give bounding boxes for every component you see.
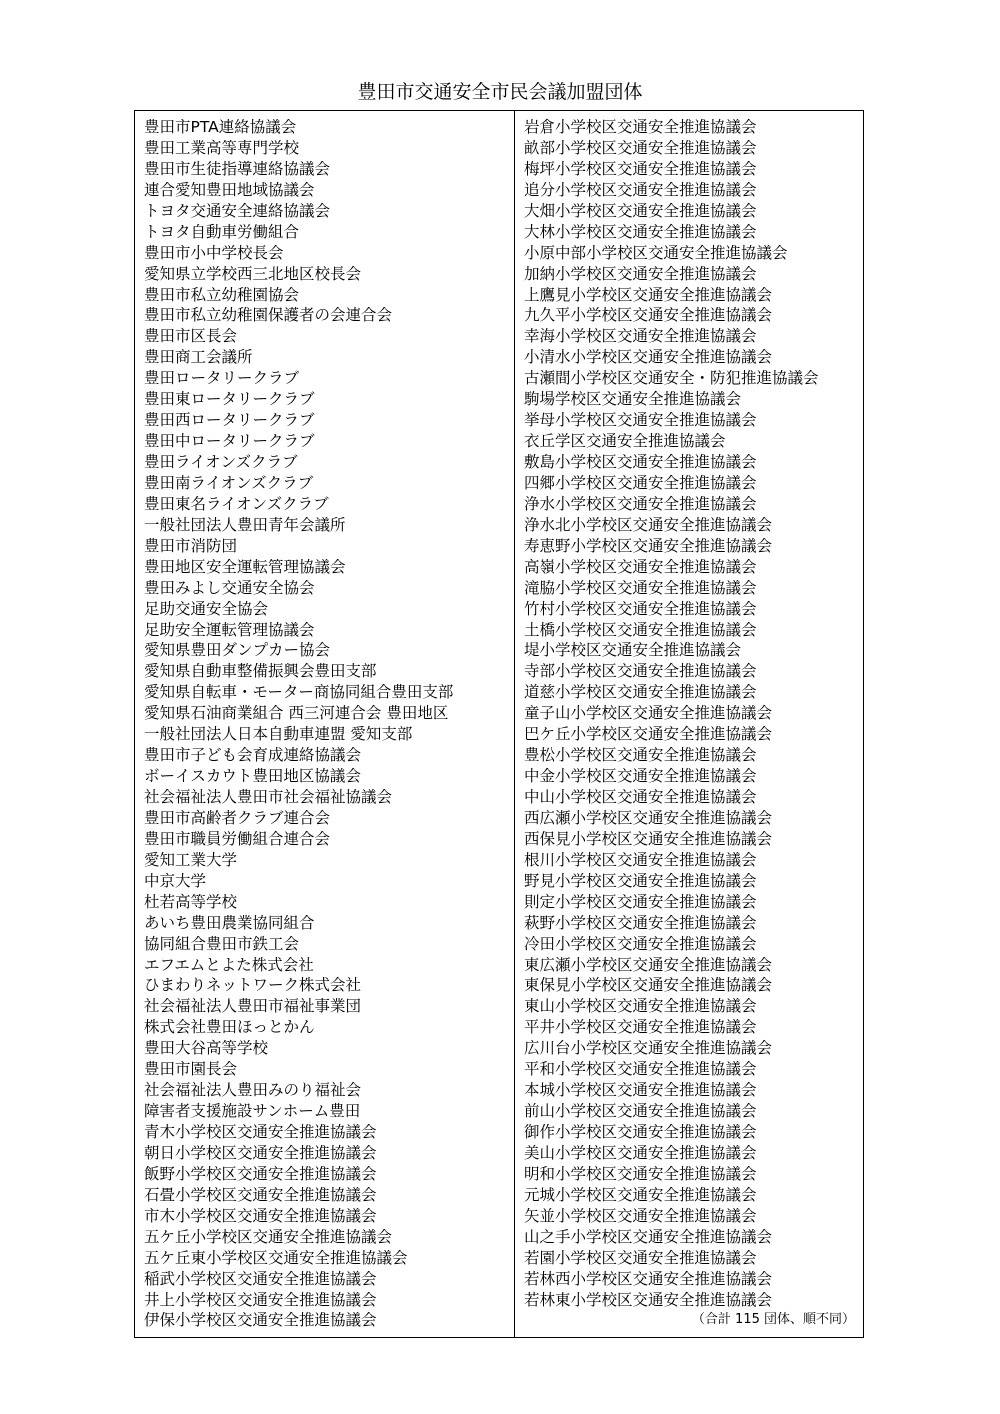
member-organization-item: 滝脇小学校区交通安全推進協議会 bbox=[524, 578, 757, 597]
member-organization-item: 則定小学校区交通安全推進協議会 bbox=[524, 892, 757, 911]
member-organization-item: 野見小学校区交通安全推進協議会 bbox=[524, 871, 757, 890]
member-organization-item: 一般社団法人豊田青年会議所 bbox=[144, 515, 346, 534]
member-table bbox=[134, 110, 864, 1338]
member-organization-item: 道慈小学校区交通安全推進協議会 bbox=[524, 683, 757, 702]
member-organization-item: 飯野小学校区交通安全推進協議会 bbox=[144, 1164, 377, 1183]
member-organization-item: 御作小学校区交通安全推進協議会 bbox=[524, 1123, 757, 1141]
member-organization-item: 平井小学校区交通安全推進協議会 bbox=[524, 1018, 757, 1037]
member-organization-item: 豊田市PTA連絡協議会 bbox=[144, 118, 297, 136]
member-organization-item: 浄水小学校区交通安全推進協議会 bbox=[524, 494, 757, 513]
member-organization-item: 豊田ライオンズクラブ bbox=[144, 453, 298, 471]
member-organization-item: 寿恵野小学校区交通安全推進協議会 bbox=[524, 536, 773, 555]
member-organization-item: 前山小学校区交通安全推進協議会 bbox=[524, 1102, 757, 1121]
member-organization-item: 上鷹見小学校区交通安全推進協議会 bbox=[524, 285, 773, 304]
member-organization-item: 高嶺小学校区交通安全推進協議会 bbox=[524, 557, 757, 576]
member-organization-item: 若林東小学校区交通安全推進協議会 bbox=[524, 1290, 773, 1309]
member-organization-item: 若園小学校区交通安全推進協議会 bbox=[524, 1248, 757, 1267]
member-organization-item: 小原中部小学校区交通安全推進協議会 bbox=[524, 243, 788, 262]
left-column-list bbox=[144, 117, 509, 1331]
member-organization-item: 社会福祉法人豊田市福祉事業団 bbox=[144, 997, 362, 1016]
member-organization-item: 豊田市私立幼稚園協会 bbox=[144, 285, 300, 304]
member-organization-item: 株式会社豊田ほっとかん bbox=[144, 1018, 315, 1037]
member-organization-item: 豊田中ロータリークラブ bbox=[144, 432, 315, 451]
page-title: 豊田市交通安全市民会議加盟団体 bbox=[357, 81, 643, 103]
member-organization-item: 社会福祉法人豊田市社会福祉協議会 bbox=[144, 788, 393, 806]
member-organization-item: 一般社団法人日本自動車連盟 愛知支部 bbox=[144, 725, 413, 744]
member-organization-item: 伊保小学校区交通安全推進協議会 bbox=[144, 1311, 377, 1330]
member-organization-item: トヨタ交通安全連絡協議会 bbox=[144, 201, 331, 220]
member-organization-item: 愛知工業大学 bbox=[144, 850, 238, 869]
member-organization-item: 愛知県豊田ダンプカー協会 bbox=[144, 641, 331, 660]
member-organization-item: 平和小学校区交通安全推進協議会 bbox=[524, 1060, 757, 1079]
member-organization-item: 豊田市職員労働組合連合会 bbox=[144, 829, 331, 848]
member-organization-item: 本城小学校区交通安全推進協議会 bbox=[524, 1081, 757, 1100]
member-organization-item: 中京大学 bbox=[144, 871, 207, 890]
member-organization-item: 足助交通安全協会 bbox=[144, 599, 269, 618]
member-organization-item: 豊田市高齢者クラブ連合会 bbox=[144, 808, 331, 827]
member-organization-item: 豊田市私立幼稚園保護者の会連合会 bbox=[144, 306, 393, 325]
member-organization-item: 畝部小学校区交通安全推進協議会 bbox=[524, 138, 757, 157]
member-organization-item: あいち豊田農業協同組合 bbox=[144, 913, 315, 932]
member-organization-item: 広川台小学校区交通安全推進協議会 bbox=[524, 1039, 773, 1058]
member-organization-item: 矢並小学校区交通安全推進協議会 bbox=[524, 1206, 757, 1225]
total-count-note: （合計 115 団体、順不同） bbox=[691, 1312, 855, 1327]
member-organization-item: ボーイスカウト豊田地区協議会 bbox=[144, 767, 361, 786]
member-organization-item: 西広瀬小学校区交通安全推進協議会 bbox=[524, 808, 773, 827]
member-organization-item: 青木小学校区交通安全推進協議会 bbox=[144, 1123, 377, 1141]
member-organization-item: 東山小学校区交通安全推進協議会 bbox=[524, 997, 757, 1016]
member-organization-item: 九久平小学校区交通安全推進協議会 bbox=[524, 306, 773, 325]
member-organization-item: 西保見小学校区交通安全推進協議会 bbox=[524, 829, 773, 848]
member-organization-item: 豊田市園長会 bbox=[144, 1060, 238, 1079]
member-organization-item: 明和小学校区交通安全推進協議会 bbox=[524, 1164, 757, 1183]
member-organization-item: 巴ケ丘小学校区交通安全推進協議会 bbox=[524, 725, 773, 744]
member-organization-item: 根川小学校区交通安全推進協議会 bbox=[524, 850, 757, 869]
member-organization-item: 社会福祉法人豊田みのり福祉会 bbox=[144, 1081, 362, 1100]
member-organization-item: 豊田東名ライオンズクラブ bbox=[144, 494, 329, 513]
member-organization-item: 幸海小学校区交通安全推進協議会 bbox=[524, 327, 757, 346]
member-organization-item: 加納小学校区交通安全推進協議会 bbox=[524, 264, 757, 283]
member-organization-item: 豊田地区安全運転管理協議会 bbox=[144, 557, 346, 576]
member-organization-item: 土橋小学校区交通安全推進協議会 bbox=[524, 620, 757, 639]
member-organization-item: 萩野小学校区交通安全推進協議会 bbox=[524, 913, 757, 932]
member-organization-item: 寺部小学校区交通安全推進協議会 bbox=[524, 662, 757, 681]
member-organization-item: 東広瀬小学校区交通安全推進協議会 bbox=[524, 955, 773, 974]
member-organization-item: 市木小学校区交通安全推進協議会 bbox=[144, 1206, 377, 1225]
member-organization-item: 古瀬間小学校区交通安全・防犯推進協議会 bbox=[524, 369, 819, 388]
member-organization-item: 愛知県自転車・モーター商協同組合豊田支部 bbox=[144, 683, 454, 702]
member-organization-item: ひまわりネットワーク株式会社 bbox=[144, 976, 362, 995]
member-organization-item: 挙母小学校区交通安全推進協議会 bbox=[524, 411, 757, 430]
right-column-list bbox=[524, 117, 859, 1310]
member-organization-item: 足助安全運転管理協議会 bbox=[144, 620, 315, 639]
member-organization-item: 美山小学校区交通安全推進協議会 bbox=[524, 1143, 757, 1162]
member-organization-item: 豊田市消防団 bbox=[144, 536, 238, 555]
member-organization-item: 豊田市区長会 bbox=[144, 327, 238, 346]
member-organization-item: 連合愛知豊田地域協議会 bbox=[144, 180, 315, 199]
member-organization-item: 豊田東ロータリークラブ bbox=[144, 390, 315, 409]
member-organization-item: 豊田市子ども会育成連絡協議会 bbox=[144, 746, 362, 765]
member-organization-item: 若林西小学校区交通安全推進協議会 bbox=[524, 1269, 773, 1288]
member-organization-item: 愛知県立学校西三北地区校長会 bbox=[144, 264, 362, 283]
member-organization-item: 豊田南ライオンズクラブ bbox=[144, 473, 314, 492]
member-organization-item: 大畑小学校区交通安全推進協議会 bbox=[524, 201, 757, 220]
member-organization-item: 協同組合豊田市鉄工会 bbox=[144, 934, 300, 953]
member-organization-item: 豊田市生徒指導連絡協議会 bbox=[144, 159, 331, 178]
member-organization-item: 元城小学校区交通安全推進協議会 bbox=[524, 1185, 757, 1204]
member-organization-item: 豊田ロータリークラブ bbox=[144, 369, 300, 388]
member-organization-item: 梅坪小学校区交通安全推進協議会 bbox=[524, 159, 757, 178]
member-organization-item: 朝日小学校区交通安全推進協議会 bbox=[144, 1143, 377, 1162]
member-organization-item: 童子山小学校区交通安全推進協議会 bbox=[524, 704, 773, 723]
member-organization-item: 浄水北小学校区交通安全推進協議会 bbox=[524, 515, 773, 534]
member-organization-item: 愛知県自動車整備振興会豊田支部 bbox=[144, 662, 377, 681]
member-organization-item: 五ケ丘東小学校区交通安全推進協議会 bbox=[144, 1248, 408, 1267]
member-organization-item: 竹村小学校区交通安全推進協議会 bbox=[524, 599, 757, 618]
member-organization-item: 豊田市小中学校長会 bbox=[144, 243, 284, 262]
member-organization-item: 井上小学校区交通安全推進協議会 bbox=[144, 1290, 377, 1309]
member-organization-item: 山之手小学校区交通安全推進協議会 bbox=[524, 1227, 773, 1246]
member-organization-item: 石畳小学校区交通安全推進協議会 bbox=[144, 1185, 377, 1204]
member-organization-item: 衣丘学区交通安全推進協議会 bbox=[524, 432, 726, 451]
member-organization-item: 中金小学校区交通安全推進協議会 bbox=[524, 767, 757, 786]
member-organization-item: 小清水小学校区交通安全推進協議会 bbox=[524, 348, 773, 367]
member-organization-item: 豊田工業高等専門学校 bbox=[144, 138, 300, 157]
member-organization-item: トヨタ自動車労働組合 bbox=[144, 222, 300, 241]
member-organization-item: エフエムとよた株式会社 bbox=[144, 955, 314, 974]
member-organization-item: 豊田みよし交通安全協会 bbox=[144, 578, 315, 597]
member-organization-item: 岩倉小学校区交通安全推進協議会 bbox=[524, 118, 757, 136]
member-organization-item: 障害者支援施設サンホーム豊田 bbox=[144, 1102, 361, 1121]
member-organization-item: 愛知県石油商業組合 西三河連合会 豊田地区 bbox=[144, 704, 449, 723]
member-organization-item: 駒場学校区交通安全推進協議会 bbox=[524, 390, 742, 409]
member-organization-item: 四郷小学校区交通安全推進協議会 bbox=[524, 473, 757, 492]
column-divider bbox=[514, 111, 515, 1337]
member-organization-item: 大林小学校区交通安全推進協議会 bbox=[524, 222, 757, 241]
member-organization-item: 冷田小学校区交通安全推進協議会 bbox=[524, 934, 757, 953]
member-organization-item: 敷島小学校区交通安全推進協議会 bbox=[524, 453, 757, 471]
member-organization-item: 稲武小学校区交通安全推進協議会 bbox=[144, 1269, 377, 1288]
member-organization-item: 杜若高等学校 bbox=[144, 892, 238, 911]
member-organization-item: 豊田大谷高等学校 bbox=[144, 1039, 269, 1058]
member-organization-item: 豊田商工会議所 bbox=[144, 348, 253, 367]
member-organization-item: 豊松小学校区交通安全推進協議会 bbox=[524, 746, 757, 765]
member-organization-item: 豊田西ロータリークラブ bbox=[144, 411, 315, 430]
member-organization-item: 五ケ丘小学校区交通安全推進協議会 bbox=[144, 1227, 393, 1246]
member-organization-item: 中山小学校区交通安全推進協議会 bbox=[524, 788, 757, 806]
member-organization-item: 追分小学校区交通安全推進協議会 bbox=[524, 180, 757, 199]
member-organization-item: 堤小学校区交通安全推進協議会 bbox=[524, 641, 742, 660]
member-organization-item: 東保見小学校区交通安全推進協議会 bbox=[524, 976, 773, 995]
